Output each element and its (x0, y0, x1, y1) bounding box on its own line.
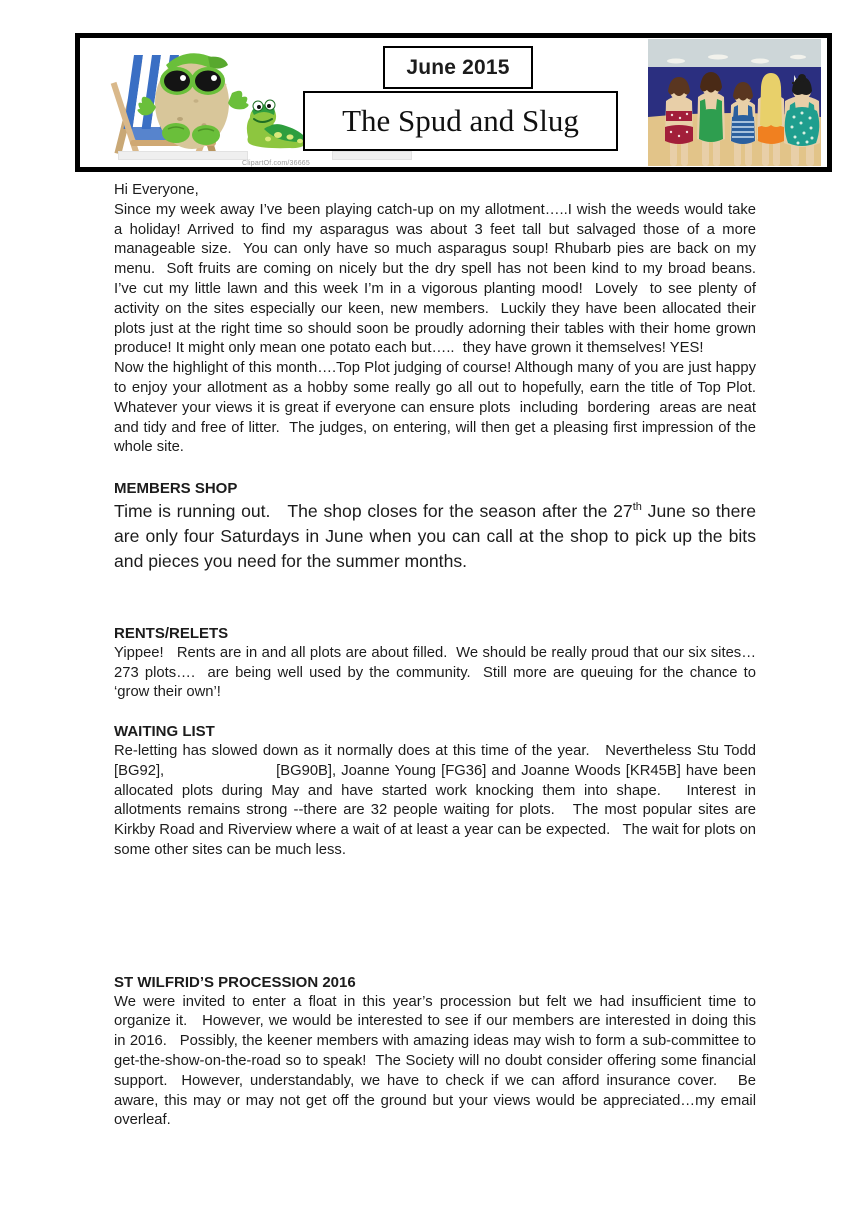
green-slug-illustration (240, 93, 312, 153)
issue-date-box (383, 46, 533, 89)
header-banner (75, 33, 832, 172)
members-shop-text-pre: Time is running out. The shop closes for the season after the 27 (114, 500, 633, 521)
ordinal-superscript: th (632, 501, 642, 514)
procession-paragraph: We were invited to enter a float in this year’s procession but felt we had insufficient time to organize it. However, we would be interested to see if our members are interested in doing this in 2016. Possibly, the keener members with amazing ideas may wish to form a sub-committee to get-the-show-on-the-road so to speak! The Society will no doubt consider offering some financial support. However, understandably, we have to check if we can afford insurance cover. Be aware, this may or may not get off the ground but your views would be appreciated…my email overleaf. (114, 993, 761, 1129)
procession-heading: ST WILFRID’S PROCESSION 2016 (114, 973, 356, 991)
rents-relets-heading: RENTS/RELETS (114, 624, 229, 642)
members-shop-paragraph (114, 499, 761, 574)
members-shop-text-post: June so there are only four Saturdays in June when you can call at the shop to pick up the bits and pieces you need for the summer months. (114, 500, 761, 571)
watermark-bar (332, 151, 412, 160)
newsletter-title-box (303, 91, 618, 151)
intro-paragraph-1: Since my week away I’ve been playing catch-up on my allotment…..I wish the weeds would take a holiday! Arrived to find my asparagus was about 3 feet tall but salvaged those of a more manageable size. You can only have so much asparagus soup! Rhubarb pies are back on my menu. Soft fruits are coming on nicely but the dry spell has not been kind to my broad beans. I’ve cut my little lawn and this week I’m in a vigorous planting mood! Lovely to see plenty of activity on the sites especially our keen, new members. Luckily they have been allocated their plots just at the right time so should soon be proudly adorning their tables with their home grown produce! It might only mean one potato each but….. they have grown it themselves! YES! (114, 201, 765, 357)
beach-swimmers-painting (648, 39, 821, 166)
waiting-list-paragraph: Re-letting has slowed down as it normally does at this time of the year. Nevertheless Stu Todd [BG92], [BG90B], Joanne Young [FG36] and Joanne Woods [KR45B] have been allocated plots during May and have started work knocking them into shape. Interest in allotments remains strong --there are 32 people waiting for plots. The most popular sites are Kirkby Road and Riverview where a wait of at least a year can be expected. The wait for plots on some other sites can be much less. (114, 742, 761, 858)
rents-relets-paragraph: Yippee! Rents are in and all plots are about filled. We should be really proud that our six sites…273 plots…. are being well used by the community. Still more are queuing for the chance to ‘grow their own’! (114, 644, 761, 701)
clipart-watermark-text: ClipartOf.com/36665 (242, 160, 310, 167)
slug-image (240, 93, 312, 161)
members-shop-heading: MEMBERS SHOP (114, 480, 238, 498)
beach-painting-image (648, 39, 821, 166)
newsletter-title: The Spud and Slug (342, 103, 579, 138)
greeting-line: Hi Everyone, (114, 182, 199, 198)
issue-date: June 2015 (406, 55, 510, 79)
watermark-bar (118, 151, 248, 160)
intro-paragraph-2: Now the highlight of this month….Top Plot judging of course! Although many of you are just happy to enjoy your allotment as a hobby some really go all out to hopefully, earn the title of Top Plot. Whatever your views it is great if everyone can ensure plots including bordering areas are neat and tidy and free of litter. The judges, on entering, will then get a pleasing first impression of the whole site. (114, 360, 765, 456)
newsletter-body (114, 181, 765, 1131)
waiting-list-heading: WAITING LIST (114, 723, 215, 741)
